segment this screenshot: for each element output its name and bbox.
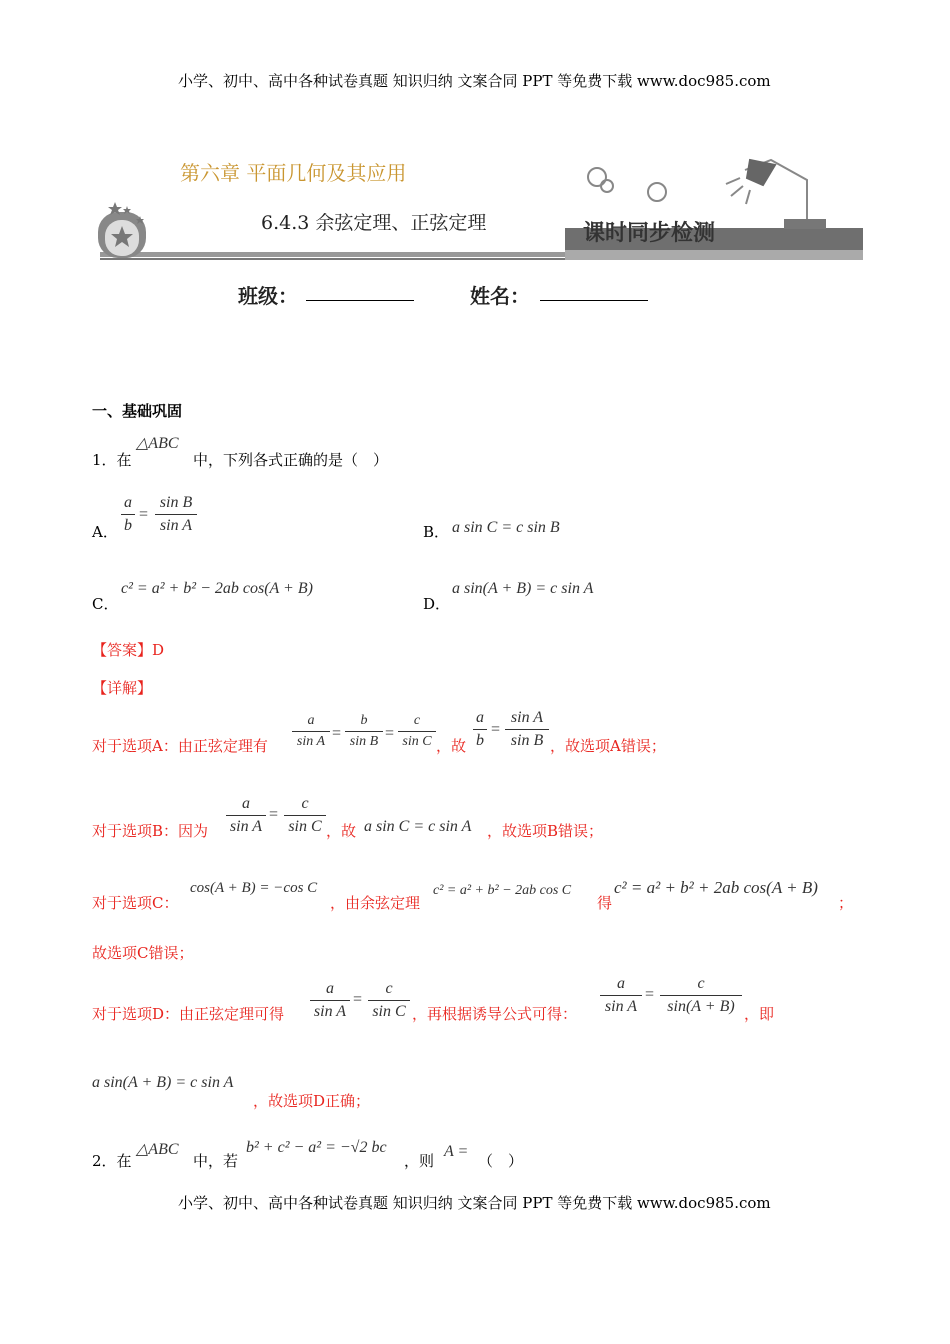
explain-d-fraction-3 [600, 975, 642, 1016]
section-badge: 课时同步检测 [583, 221, 716, 246]
explain-d-intro: 对于选项D：由正弦定理可得 [92, 1005, 285, 1023]
fraction-denominator: sin A [296, 734, 326, 749]
fraction-numerator: a [476, 709, 484, 726]
star-badge-icon [98, 202, 146, 258]
fraction-numerator: a [617, 975, 625, 992]
explain-b-mid: ，故 [326, 822, 357, 840]
explain-c-expression-2: c² = a² + b² − 2ab cos C [433, 883, 572, 898]
q2-then: ，则 [404, 1152, 435, 1170]
equals-sign: = [269, 806, 279, 823]
fraction-numerator: c [301, 795, 309, 812]
fraction-denominator: b [476, 732, 484, 749]
explain-d-conclusion: ，故选项D正确； [253, 1092, 371, 1110]
option-a-equals: = [139, 506, 149, 523]
option-b-label: B． [423, 523, 450, 541]
fraction-denominator: sin C [372, 1003, 406, 1020]
fraction-numerator: b [360, 713, 368, 728]
q1-number: 1．在 [92, 451, 132, 469]
q1-stem: 中，下列各式正确的是（ ） [193, 451, 389, 469]
fraction-numerator: a [307, 713, 315, 728]
explain-c-intro: 对于选项C： [92, 894, 179, 912]
fraction-denominator: sin A [229, 818, 263, 835]
explain-d-fraction-1 [310, 980, 350, 1021]
q1-triangle: △ABC [136, 435, 179, 452]
option-a-fraction-rhs [155, 494, 197, 535]
explain-a-fraction-4 [473, 709, 487, 750]
explain-a-fraction-2 [345, 713, 383, 750]
explain-b-fraction-2 [284, 795, 326, 836]
answer-label: 【答案】D [92, 641, 165, 659]
explain-a-fraction-3 [398, 713, 436, 750]
explain-a-mid: ，故 [436, 737, 467, 755]
equals-sign: = [491, 721, 501, 738]
explain-b-conclusion: ，故选项B错误； [487, 822, 604, 840]
explain-a-fraction-1 [292, 713, 330, 750]
explain-d-fraction-2 [368, 980, 410, 1021]
option-c-label: C． [92, 595, 119, 613]
explain-c-semicolon: ； [838, 894, 854, 912]
option-d-expression: a sin(A + B) = c sin A [452, 580, 594, 597]
explain-d-mid: ，再根据诱导公式可得： [412, 1005, 578, 1023]
fraction-numerator: a [242, 795, 250, 812]
explain-b-fraction-1 [226, 795, 266, 836]
explain-c-expression-3: c² = a² + b² + 2ab cos(A + B) [614, 878, 818, 897]
explain-c-expression-1: cos(A + B) = −cos C [190, 880, 318, 896]
fraction-denominator: sin A [159, 517, 193, 534]
section-title: 一、基础巩固 [92, 402, 183, 420]
q2-number: 2．在 [92, 1152, 132, 1170]
fraction-numerator: a [326, 980, 334, 997]
lesson-title: 6.4.3 余弦定理、正弦定理 [261, 212, 487, 234]
q2-mid: 中，若 [193, 1152, 239, 1170]
fraction-numerator: c [697, 975, 705, 992]
fraction-denominator: sin B [349, 734, 379, 749]
equals-sign: = [332, 725, 342, 742]
option-b-expression: a sin C = c sin B [452, 519, 560, 536]
fraction-denominator: b [124, 517, 132, 534]
class-label: 班级： [238, 284, 298, 308]
q2-angle: A = [444, 1143, 469, 1160]
q2-answer-paren[interactable]: （ ） [478, 1152, 524, 1170]
equals-sign: = [645, 986, 655, 1003]
fraction-numerator: sin A [510, 709, 544, 726]
fraction-denominator: sin B [510, 732, 544, 749]
fraction-denominator: sin C [402, 734, 432, 749]
class-field[interactable] [306, 300, 414, 301]
name-field[interactable] [540, 300, 648, 301]
fraction-numerator: a [124, 494, 132, 511]
fraction-denominator: sin C [288, 818, 322, 835]
fraction-denominator: sin A [604, 998, 638, 1015]
option-a-label: A． [92, 523, 118, 541]
option-d-label: D． [423, 595, 451, 613]
explain-a-fraction-5 [505, 709, 549, 750]
explain-c-conclusion: 故选项C错误； [92, 944, 194, 962]
explain-d-fraction-4 [660, 975, 742, 1016]
fraction-denominator: sin(A + B) [667, 998, 735, 1015]
explain-a-intro: 对于选项A：由正弦定理有 [92, 737, 268, 755]
q2-expression: b² + c² − a² = −√2 bc [246, 1139, 387, 1156]
equals-sign: = [353, 991, 363, 1008]
chapter-banner [95, 140, 865, 265]
name-label: 姓名： [470, 284, 530, 308]
fraction-denominator: sin A [313, 1003, 347, 1020]
explain-c-get: 得 [597, 894, 613, 912]
equals-sign: = [385, 725, 395, 742]
fraction-numerator: c [413, 713, 421, 728]
explain-b-expression: a sin C = c sin A [364, 818, 472, 835]
explain-b-intro: 对于选项B：因为 [92, 822, 209, 840]
page-header: 小学、初中、高中各种试卷真题 知识归纳 文案合同 PPT 等免费下载 www.doc985.com [178, 72, 771, 90]
q2-triangle: △ABC [136, 1141, 179, 1158]
explain-c-mid: ，由余弦定理 [330, 894, 421, 912]
chapter-title: 第六章 平面几何及其应用 [180, 161, 407, 185]
explain-d-expression: a sin(A + B) = c sin A [92, 1074, 234, 1091]
explain-a-conclusion: ，故选项A错误； [550, 737, 666, 755]
option-a-fraction-lhs [121, 494, 135, 535]
detail-label: 【详解】 [92, 679, 153, 697]
explain-d-post: ，即 [744, 1005, 775, 1023]
page-footer: 小学、初中、高中各种试卷真题 知识归纳 文案合同 PPT 等免费下载 www.doc985.com [178, 1194, 771, 1212]
option-c-expression: c² = a² + b² − 2ab cos(A + B) [121, 580, 313, 597]
fraction-numerator: sin B [159, 494, 193, 511]
fraction-numerator: c [385, 980, 393, 997]
